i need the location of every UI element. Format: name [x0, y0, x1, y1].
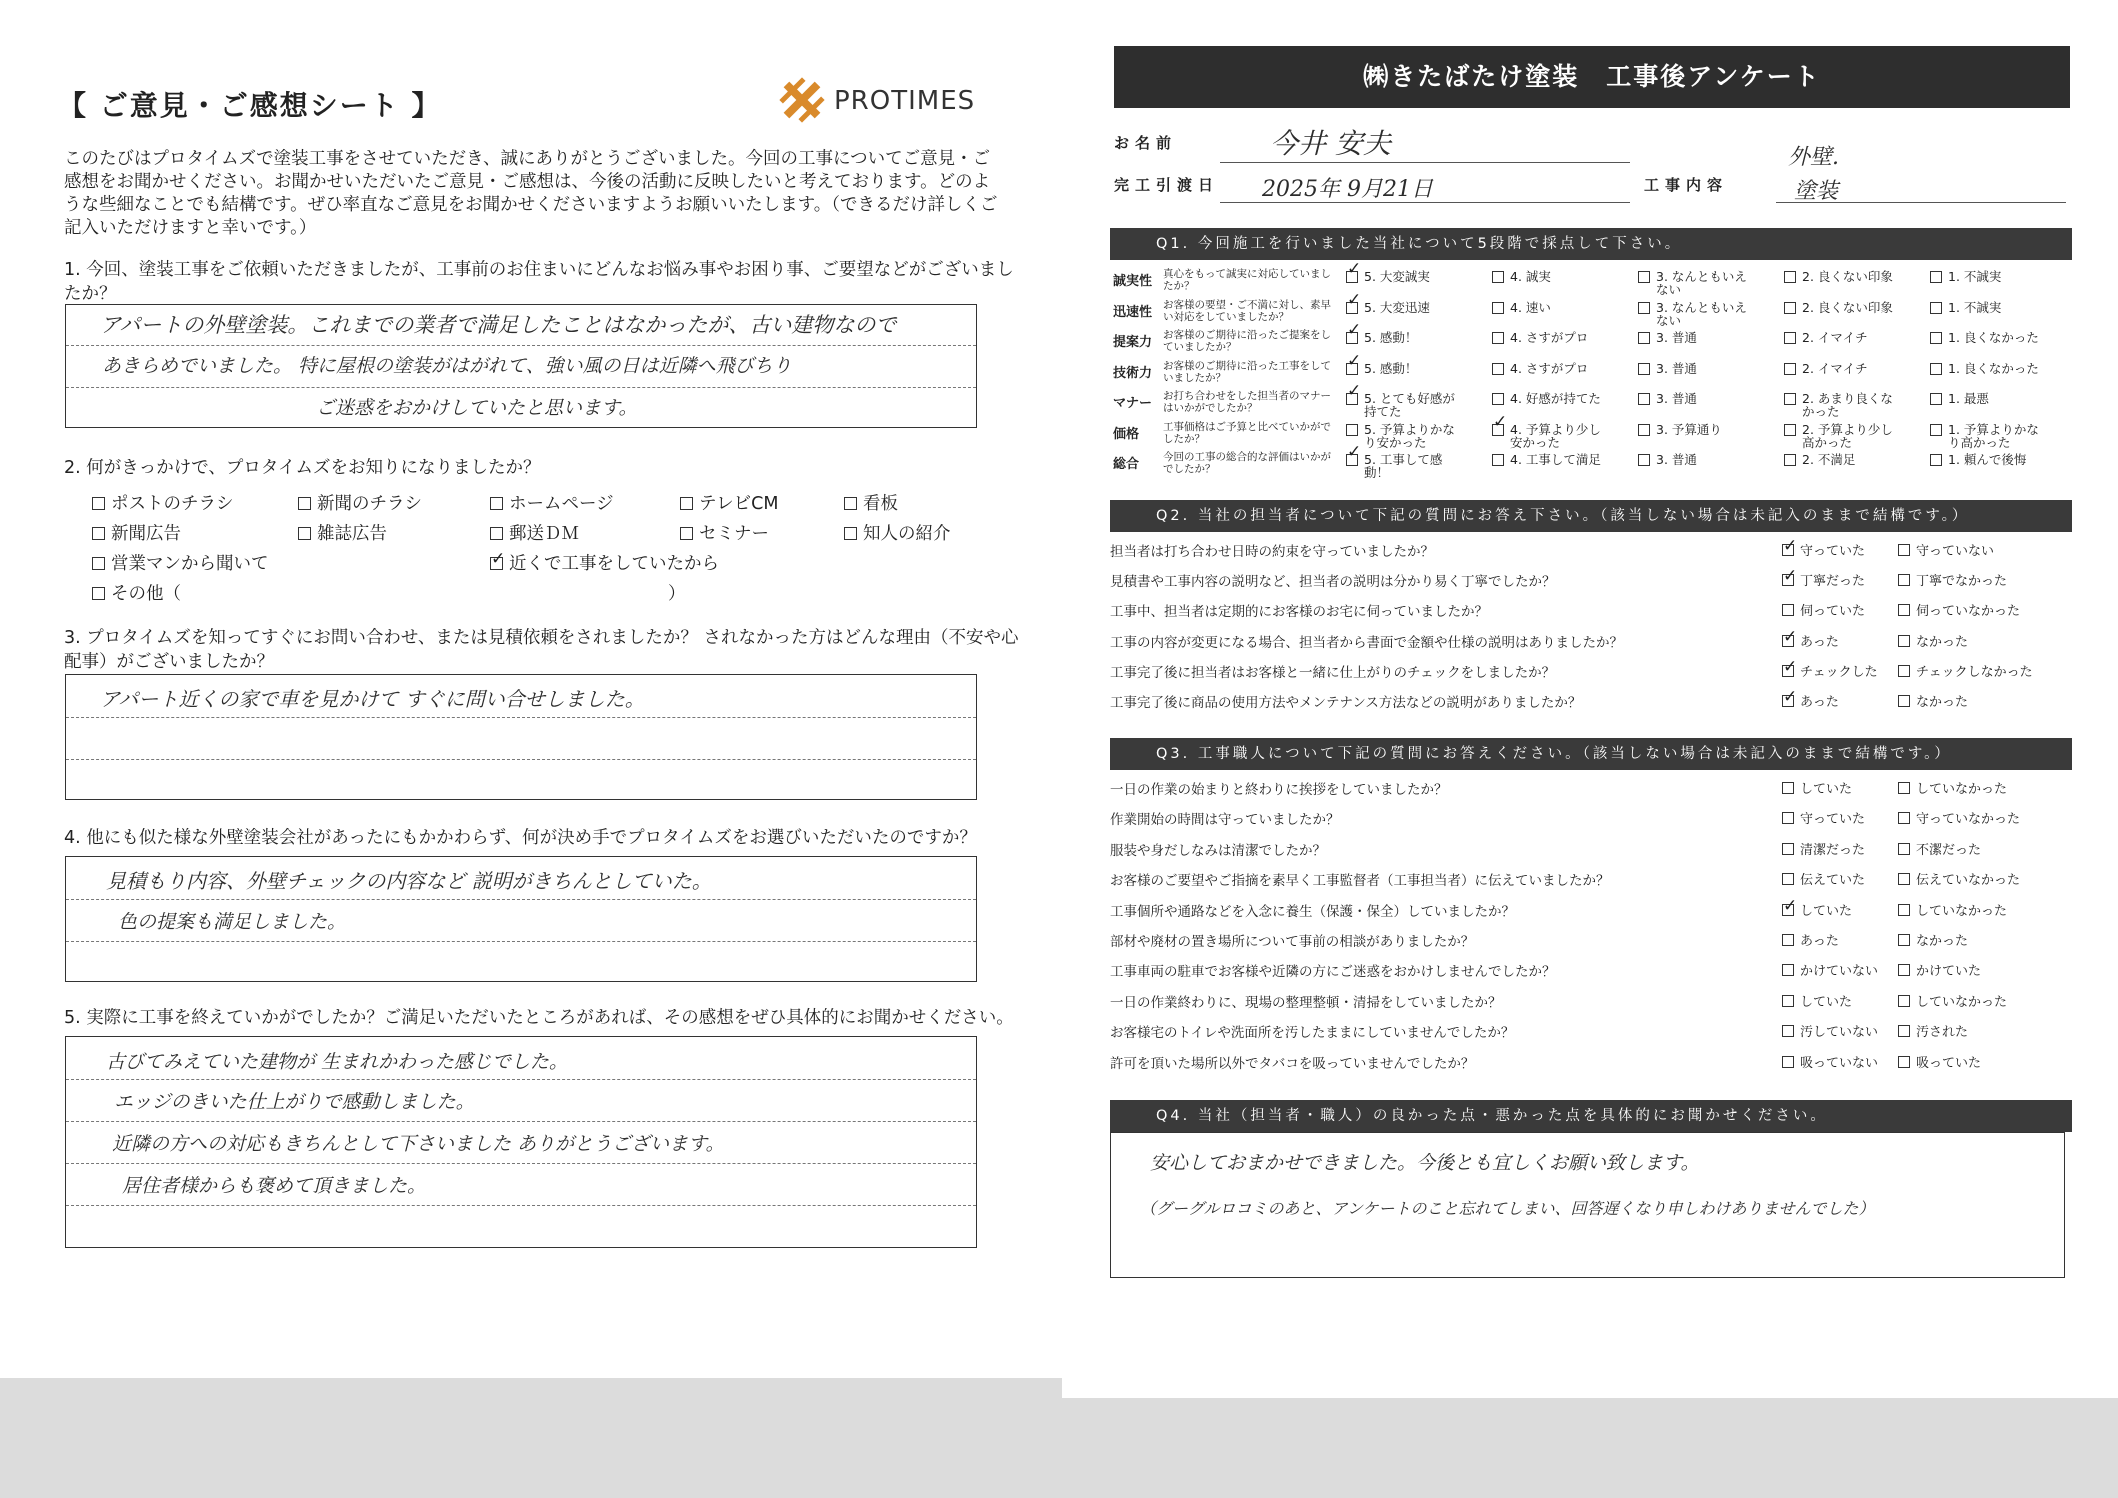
checkbox-icon	[1898, 574, 1910, 586]
checkbox-icon	[1782, 843, 1794, 855]
q1-option[interactable]	[1346, 423, 1456, 449]
answer-5-line-3: 近隣の方への対応もきちんとして下さいました ありがとうございます。	[112, 1133, 725, 1155]
checkbox-icon	[92, 557, 105, 570]
q1-option-label: 5. 感動！	[1364, 330, 1418, 345]
checkbox-icon	[1638, 424, 1650, 436]
q1-option[interactable]	[1930, 392, 2040, 405]
q2-option-label: 伺っていなかった	[1916, 604, 2021, 620]
checkbox-checked-icon	[490, 557, 503, 570]
name-label: お名前	[1114, 134, 1178, 152]
q1-option[interactable]	[1492, 362, 1602, 375]
q3-option-label: 伝えていなかった	[1916, 873, 2021, 889]
answer-box-3	[65, 674, 977, 800]
q3-option-label: 清潔だった	[1800, 842, 1866, 858]
checkbox-icon	[1782, 964, 1794, 976]
q1-option[interactable]	[1638, 362, 1748, 375]
question-3: 3. プロタイムズを知ってすぐにお問い合わせ、または見積依頼をされましたか？ されなかった方はどんな理由（不安や心配事）がございましたか？	[64, 628, 1019, 672]
checkbox-checked-icon	[1346, 332, 1358, 344]
checkbox-icon	[1784, 393, 1796, 405]
question-5: 5. 実際に工事を終えていかがでしたか？ご満足いただいたところがあれば、その感想をぜひ具体的にお聞かせください。	[64, 1008, 1014, 1028]
q1-row-label: マナー	[1113, 396, 1153, 411]
q3-option-no[interactable]	[1898, 1052, 1981, 1071]
q1-option-label: 5. とても好感が持てた	[1364, 391, 1455, 419]
q3-question: 一日の作業の始まりと終わりに挨拶をしていましたか？	[1110, 782, 1448, 798]
q4-answer-line-1: 安心しておまかせできました。今後とも宜しくお願い致します。	[1150, 1152, 1700, 1174]
q3-bar: Q3. 工事職人について下記の質問にお答えください。（該当しない場合は未記入のままで結構です。）	[1110, 738, 2072, 770]
q3-option-label: なかった	[1916, 934, 1969, 949]
q1-option-label: 4. 工事して満足	[1510, 452, 1601, 467]
checkbox-icon	[844, 497, 857, 510]
q1-option[interactable]	[1784, 331, 1894, 344]
checkbox-icon	[680, 527, 693, 540]
checkbox-icon	[1930, 454, 1942, 466]
q2-option-label: 丁寧だった	[1800, 574, 1866, 590]
checkbox-icon	[1784, 271, 1796, 283]
checkbox-icon	[1930, 271, 1942, 283]
q1-option[interactable]	[1784, 301, 1894, 314]
q1-option-label: 2. 予算より少し高かった	[1802, 421, 1893, 450]
checkbox-icon	[1898, 544, 1910, 556]
q2-option-yes[interactable]	[1782, 600, 1865, 619]
q3-option-no[interactable]	[1898, 778, 2007, 797]
q3-option-label: あった	[1800, 934, 1839, 949]
q2-option-yes[interactable]	[1782, 691, 1839, 710]
checkbox-checked-icon	[1782, 544, 1794, 556]
q1-row-question: 真心をもって誠実に対応していましたか？	[1163, 268, 1331, 292]
opinion-sheet	[0, 0, 1062, 1378]
q2-question: 工事中、担当者は定期的にお客様のお宅に伺っていましたか？	[1110, 604, 1488, 621]
checkbox-icon	[1898, 873, 1910, 885]
q3-option-yes[interactable]	[1782, 900, 1852, 919]
q3-option-label: 守っていなかった	[1916, 812, 2021, 828]
q1-option-label: 4. 予算より少し安かった	[1510, 421, 1601, 450]
q1-row-label: 価格	[1113, 426, 1140, 442]
checkbox-icon	[1930, 302, 1942, 314]
q3-option-label: 汚していない	[1800, 1025, 1879, 1041]
q2-option-no[interactable]	[1898, 540, 1994, 559]
q1-option[interactable]	[1784, 270, 1894, 283]
q2-option-label: チェックしなかった	[1916, 664, 2033, 680]
checkbox-icon	[92, 527, 105, 540]
checkbox-icon	[1898, 995, 1910, 1007]
checkbox-icon	[1492, 302, 1504, 314]
checkbox-checked-icon	[1492, 424, 1504, 436]
checkbox-icon	[1898, 964, 1910, 976]
q4-bar: Q4. 当社（担当者・職人）の良かった点・悪かった点を具体的にお聞かせください。	[1110, 1100, 2072, 1132]
q1-option-label: 2. イマイチ	[1802, 330, 1868, 345]
q1-option-label: 1. 頼んで後悔	[1948, 452, 2027, 467]
checkbox-icon	[1898, 812, 1910, 824]
q1-option[interactable]	[1492, 453, 1602, 466]
checkbox-icon	[1492, 393, 1504, 405]
checkbox-icon	[1898, 1025, 1910, 1037]
option-other[interactable]: その他（	[92, 580, 181, 605]
q2-option-no[interactable]	[1898, 570, 2007, 589]
q4-answer-line-2: （グーグルロコミのあと、アンケートのこと忘れてしまい、回答遅くなり申しわけありませんでした）	[1140, 1199, 1875, 1218]
checkbox-icon	[1638, 271, 1650, 283]
protimes-logo-icon	[778, 76, 826, 124]
checkbox-icon	[1782, 1056, 1794, 1068]
q3-question: 工事個所や通路などを入念に養生（保護・保全）していましたか？	[1110, 903, 1515, 920]
answer-5-line-1: 古びてみえていた建物が 生まれかわった感じでした。	[106, 1051, 568, 1073]
q3-option-label: していた	[1800, 994, 1853, 1010]
option-newspaper-flyer[interactable]: 新聞のチラシ	[298, 490, 422, 515]
q1-row-label: 総合	[1113, 457, 1140, 472]
q3-option-yes[interactable]	[1782, 808, 1865, 827]
q1-option-label: 5. 工事して感動！	[1364, 452, 1443, 480]
checkbox-icon	[1898, 635, 1910, 647]
q1-option-label: 2. 不満足	[1802, 452, 1856, 467]
answer-4-line-1: 見積もり内容、外壁チェックの内容など 説明がきちんとしていた。	[106, 869, 712, 893]
option-signboard[interactable]: 看板	[844, 490, 898, 515]
name-value: 今井 安夫	[1270, 127, 1391, 160]
q3-option-no[interactable]	[1898, 991, 2007, 1010]
checkbox-icon	[1638, 363, 1650, 375]
checkbox-icon	[1784, 424, 1796, 436]
checkbox-checked-icon	[1346, 302, 1358, 314]
q3-option-label: していなかった	[1916, 903, 2008, 919]
checkbox-checked-icon	[1346, 454, 1358, 466]
q2-option-label: なかった	[1916, 634, 1969, 650]
q1-option-label: 3. 普通	[1656, 452, 1697, 467]
q3-option-no[interactable]	[1898, 869, 2020, 888]
checkbox-checked-icon	[1782, 695, 1794, 707]
q1-option-label: 4. 速い	[1510, 299, 1551, 315]
q3-option-yes[interactable]	[1782, 991, 1852, 1010]
q1-row-label: 迅速性	[1113, 304, 1153, 320]
q1-option[interactable]	[1346, 301, 1456, 314]
option-mail-dm[interactable]: 郵送ＤＭ	[490, 520, 579, 545]
q2-option-no[interactable]	[1898, 600, 2020, 619]
completion-date-label: 完工引渡日	[1114, 176, 1220, 194]
q1-row-label: 技術力	[1113, 365, 1153, 381]
question-1: 1. 今回、塗装工事をご依頼いただきましたが、工事前のお住まいにどんなお悩み事やお困り事、ご要望などがございましたか？	[64, 260, 1014, 304]
checkbox-icon	[92, 587, 105, 600]
checkbox-icon	[490, 527, 503, 540]
option-homepage[interactable]: ホームページ	[490, 490, 614, 515]
q1-row-question: お客様の要望・ご不満に対し、素早い対応をしていましたか？	[1163, 298, 1331, 323]
checkbox-icon	[1784, 302, 1796, 314]
option-other-close: ）	[668, 584, 686, 604]
work-content-value-2: 塗装	[1794, 179, 1839, 204]
q1-option-label: 4. さすがプロ	[1510, 360, 1589, 376]
q1-option-label: 3. なんともいえない	[1656, 269, 1747, 297]
q2-question: 担当者は打ち合わせ日時の約束を守っていましたか？	[1110, 544, 1434, 560]
checkbox-icon	[1930, 424, 1942, 436]
checkbox-icon	[1898, 604, 1910, 616]
q1-row-question: お客様のご期待に沿った工事をしていましたか？	[1163, 359, 1331, 384]
q1-option-label: 1. 不誠実	[1948, 299, 2002, 315]
checkbox-checked-icon	[1346, 271, 1358, 283]
answer-4-line-2: 色の提案も満足しました。	[118, 911, 347, 933]
q1-option[interactable]	[1930, 453, 2040, 466]
q1-option-label: 2. 良くない印象	[1802, 299, 1893, 315]
checkbox-icon	[1898, 695, 1910, 707]
q1-option[interactable]	[1930, 331, 2040, 344]
checkbox-icon	[844, 527, 857, 540]
q1-option-label: 5. 大変迅速	[1364, 299, 1430, 315]
q1-option[interactable]	[1492, 331, 1602, 344]
checkbox-checked-icon	[1346, 363, 1358, 375]
q3-question: 工事車両の駐車でお客様や近隣の方にご迷惑をおかけしませんでしたか？	[1110, 964, 1556, 981]
q1-option-label: 1. 不誠実	[1948, 269, 2002, 284]
q2-option-label: 守っていた	[1800, 544, 1866, 559]
work-content-value-1: 外壁.	[1788, 145, 1839, 170]
q1-option[interactable]	[1930, 270, 2040, 283]
q2-bar: Q2. 当社の担当者について下記の質問にお答え下さい。（該当しない場合は未記入のままで結構です。）	[1110, 500, 2072, 532]
q2-option-label: あった	[1800, 695, 1839, 710]
q1-option[interactable]	[1930, 301, 2040, 314]
checkbox-icon	[1638, 302, 1650, 314]
checkbox-checked-icon	[1782, 904, 1794, 916]
q3-option-label: 汚された	[1916, 1025, 1969, 1041]
q2-option-yes[interactable]	[1782, 570, 1865, 589]
option-post-flyer[interactable]: ポストのチラシ	[92, 490, 234, 515]
q1-row-question: お客様のご期待に沿ったご提案をしていましたか？	[1163, 329, 1331, 353]
q3-option-label: していた	[1800, 782, 1853, 797]
answer-box-4	[65, 856, 977, 982]
checkbox-icon	[92, 497, 105, 510]
q2-question: 工事完了後に商品の使用方法やメンテナンス方法などの説明がありましたか？	[1110, 695, 1582, 711]
q1-option[interactable]	[1492, 392, 1602, 405]
q3-option-yes[interactable]	[1782, 960, 1878, 979]
q2-option-label: なかった	[1916, 695, 1969, 710]
checkbox-icon	[1784, 332, 1796, 344]
q1-option[interactable]	[1930, 423, 2040, 449]
q2-question: 工事完了後に担当者はお客様と一緒に仕上がりのチェックをしましたか？	[1110, 664, 1556, 681]
checkbox-icon	[1638, 454, 1650, 466]
q3-option-yes[interactable]	[1782, 1052, 1878, 1071]
checkbox-icon	[1492, 363, 1504, 375]
option-tv-cm[interactable]: テレビCM	[680, 490, 778, 515]
q2-option-yes[interactable]	[1782, 661, 1878, 680]
q3-option-label: かけていた	[1916, 964, 1982, 980]
q1-option[interactable]	[1492, 301, 1602, 314]
q3-option-label: していた	[1800, 903, 1853, 919]
q1-option-label: 3. 普通	[1656, 330, 1697, 345]
option-salesman[interactable]: 営業マンから聞いて	[92, 550, 269, 575]
q1-option-label: 5. 予算よりかなり安かった	[1364, 421, 1455, 450]
q1-option[interactable]	[1784, 423, 1894, 449]
q1-row-label: 提案力	[1113, 335, 1153, 350]
answer-5-line-2: エッジのきいた仕上がりで感動しました。	[114, 1091, 475, 1113]
intro-text: このたびはプロタイムズで塗装工事をさせていただき、誠にありがとうございました。今回の工事についてご意見・ご感想をお聞かせください。お聞かせいただいたご意見・ご感想は、今後の活動に反映したいと考えております。どのような些細なことでも結構です。ぜひ率直なご意見をお聞かせくださいますようお願いいたします。（できるだけ詳しくご記入いただけますと幸いです。）	[64, 149, 998, 238]
q3-option-label: 伝えていた	[1800, 873, 1866, 889]
q1-row-question: 今回の工事の総合的な評価はいかがでしたか？	[1163, 451, 1331, 475]
q3-option-label: 不潔だった	[1916, 842, 1982, 858]
q2-option-label: チェックした	[1800, 664, 1878, 680]
answer-3-line-1: アパート近くの家で車を見かけて すぐに問い合せしました。	[100, 687, 645, 711]
q1-option-label: 1. 良くなかった	[1948, 330, 2039, 345]
question-4: 4. 他にも似た様な外壁塗装会社があったにもかかわらず、何が決め手でプロタイムズをお選びいただいたのですか？	[64, 828, 977, 848]
q3-option-yes[interactable]	[1782, 930, 1839, 949]
q1-bar: Q1. 今回施工を行いました当社について5段階で採点して下さい。	[1110, 228, 2072, 260]
q1-option[interactable]	[1638, 331, 1748, 344]
q2-option-label: 丁寧でなかった	[1916, 574, 2008, 590]
answer-box-1	[65, 304, 977, 428]
answer-1-line-3: ご迷惑をおかけしていたと思います。	[316, 397, 638, 419]
q2-option-no[interactable]	[1898, 631, 1968, 650]
checkbox-checked-icon	[1782, 574, 1794, 586]
answer-5-line-4: 居住者様からも褒めて頂きました。	[122, 1175, 427, 1197]
q1-row-question: お打ち合わせをした担当者のマナーはいかがでしたか？	[1163, 390, 1331, 414]
q2-option-yes[interactable]	[1782, 540, 1865, 559]
q1-option[interactable]	[1346, 270, 1456, 283]
answer-box-5	[65, 1036, 977, 1248]
q2-option-label: あった	[1800, 634, 1839, 650]
q3-option-label: かけていない	[1800, 964, 1879, 980]
checkbox-icon	[1638, 393, 1650, 405]
q3-option-yes[interactable]	[1782, 839, 1865, 858]
q1-option-label: 1. 予算よりかなり高かった	[1948, 421, 2039, 450]
completion-date-value: 2025年 9月21日	[1262, 177, 1433, 202]
q3-option-label: 吸っていない	[1800, 1055, 1879, 1071]
q3-question: 作業開始の時間は守っていましたか？	[1110, 812, 1340, 829]
q3-option-no[interactable]	[1898, 930, 1968, 949]
checkbox-icon	[1782, 873, 1794, 885]
answer-1-line-2: あきらめでいました。 特に屋根の塗装がはがれて、強い風の日は近隣へ飛びちり	[102, 355, 792, 377]
checkbox-checked-icon	[1346, 393, 1358, 405]
option-magazine-ad[interactable]: 雑誌広告	[298, 520, 387, 545]
q1-option-label: 1. 最悪	[1948, 391, 1989, 406]
checkbox-icon	[1782, 934, 1794, 946]
q1-option[interactable]	[1346, 331, 1456, 344]
q1-row-label: 誠実性	[1113, 274, 1153, 289]
q1-option-label: 5. 大変誠実	[1364, 269, 1430, 284]
q1-option[interactable]	[1346, 362, 1456, 375]
checkbox-icon	[1784, 454, 1796, 466]
logo-text: PROTIMES	[834, 86, 976, 116]
checkbox-icon	[1898, 843, 1910, 855]
q2-option-label: 守っていない	[1916, 544, 1995, 559]
q1-option[interactable]	[1930, 362, 2040, 375]
q3-option-label: 吸っていた	[1916, 1055, 1982, 1071]
q1-option[interactable]	[1638, 301, 1748, 327]
q1-option[interactable]	[1492, 270, 1602, 283]
checkbox-icon	[1784, 363, 1796, 375]
q3-option-label: していなかった	[1916, 994, 2008, 1010]
q1-option-label: 3. 普通	[1656, 391, 1697, 406]
q3-option-no[interactable]	[1898, 1021, 1968, 1040]
q1-option[interactable]	[1638, 453, 1748, 466]
q3-option-no[interactable]	[1898, 839, 1981, 858]
checkbox-icon	[1492, 271, 1504, 283]
checkbox-icon	[1898, 934, 1910, 946]
q2-option-label: 伺っていた	[1800, 604, 1866, 620]
checkbox-icon	[1898, 782, 1910, 794]
checkbox-icon	[1782, 995, 1794, 1007]
checkbox-icon	[680, 497, 693, 510]
checkbox-icon	[298, 497, 311, 510]
q3-option-no[interactable]	[1898, 808, 2020, 827]
q1-option-label: 3. 普通	[1656, 360, 1697, 376]
checkbox-icon	[1782, 782, 1794, 794]
q3-option-label: 守っていた	[1800, 812, 1866, 828]
q1-option[interactable]	[1346, 392, 1456, 418]
checkbox-checked-icon	[1782, 635, 1794, 647]
q3-option-no[interactable]	[1898, 900, 2007, 919]
q1-option-label: 4. 誠実	[1510, 269, 1551, 284]
checkbox-icon	[1782, 812, 1794, 824]
q2-question: 工事の内容が変更になる場合、担当者から書面で金額や仕様の説明はありましたか？	[1110, 634, 1623, 651]
q1-option[interactable]	[1784, 362, 1894, 375]
q3-option-no[interactable]	[1898, 960, 1981, 979]
q2-question: 見積書や工事内容の説明など、担当者の説明は分かり易く丁寧でしたか？	[1110, 574, 1556, 591]
option-nearby-work[interactable]: ✓ 近くで工事をしていたから	[490, 550, 719, 575]
q1-option[interactable]	[1784, 392, 1894, 418]
q3-option-yes[interactable]	[1782, 869, 1865, 888]
checkbox-checked-icon	[1782, 665, 1794, 677]
q1-option-label: 2. 良くない印象	[1802, 269, 1893, 284]
checkbox-icon	[490, 497, 503, 510]
q3-question: 許可を頂いた場所以外でタバコを吸っていませんでしたか？	[1110, 1055, 1475, 1072]
q3-question: 服装や身だしなみは清潔でしたか？	[1110, 842, 1326, 859]
q1-option[interactable]	[1638, 423, 1748, 436]
q1-option-label: 5. 感動！	[1364, 360, 1418, 376]
q1-option[interactable]	[1492, 423, 1602, 449]
q1-option[interactable]	[1784, 453, 1894, 466]
checkbox-icon	[1638, 332, 1650, 344]
answer-1-line-1: アパートの外壁塗装。これまでの業者で満足したことはなかったが、古い建物なので	[100, 313, 897, 337]
sheet-title: 【 ご意見・ご感想シート 】	[58, 89, 442, 122]
option-referral[interactable]: 知人の紹介	[844, 520, 951, 545]
q1-option-label: 3. なんともいえない	[1656, 299, 1747, 328]
work-content-label: 工事内容	[1644, 176, 1729, 194]
checkbox-icon	[1898, 904, 1910, 916]
checkbox-icon	[1492, 332, 1504, 344]
question-2: 2. 何がきっかけで、プロタイムズをお知りになりましたか？	[64, 458, 541, 478]
q2-option-no[interactable]	[1898, 661, 2033, 680]
q1-option-label: 4. 好感が持てた	[1510, 391, 1601, 406]
survey-header: ㈱きたばたけ塗装 工事後アンケート	[1114, 46, 2070, 108]
q3-option-yes[interactable]	[1782, 778, 1852, 797]
q3-question: 部材や廃材の置き場所について事前の相談がありましたか？	[1110, 934, 1475, 950]
option-seminar[interactable]: セミナー	[680, 520, 769, 545]
q1-option-label: 2. あまり良くなかった	[1802, 391, 1893, 419]
q1-option-label: 1. 良くなかった	[1948, 360, 2039, 376]
checkbox-icon	[1930, 332, 1942, 344]
q2-option-yes[interactable]	[1782, 631, 1839, 650]
option-newspaper-ad[interactable]: 新聞広告	[92, 520, 181, 545]
q1-row-question: 工事価格はご予算と比べていかがでしたか？	[1163, 420, 1331, 445]
q3-question: お客様のご要望やご指摘を素早く工事監督者（工事担当者）に伝えていましたか？	[1110, 873, 1610, 890]
checkbox-icon	[1782, 1025, 1794, 1037]
checkbox-icon	[1898, 1056, 1910, 1068]
checkbox-icon	[1898, 665, 1910, 677]
q1-option[interactable]	[1638, 392, 1748, 405]
q1-option[interactable]	[1638, 270, 1748, 296]
checkbox-icon	[298, 527, 311, 540]
q2-option-no[interactable]	[1898, 691, 1968, 710]
checkbox-icon	[1930, 363, 1942, 375]
q3-option-yes[interactable]	[1782, 1021, 1878, 1040]
checkbox-icon	[1782, 604, 1794, 616]
q1-option[interactable]	[1346, 453, 1456, 479]
q3-question: 一日の作業終わりに、現場の整理整頓・清掃をしていましたか？	[1110, 994, 1502, 1011]
q3-option-label: していなかった	[1916, 782, 2008, 797]
q1-option-label: 4. さすがプロ	[1510, 330, 1589, 345]
checkbox-icon	[1346, 424, 1358, 436]
q1-option-label: 2. イマイチ	[1802, 360, 1868, 376]
q1-option-label: 3. 予算通り	[1656, 421, 1722, 437]
checkbox-icon	[1492, 454, 1504, 466]
checkbox-icon	[1930, 393, 1942, 405]
q3-question: お客様宅のトイレや洗面所を汚したままにしていませんでしたか？	[1110, 1025, 1515, 1042]
